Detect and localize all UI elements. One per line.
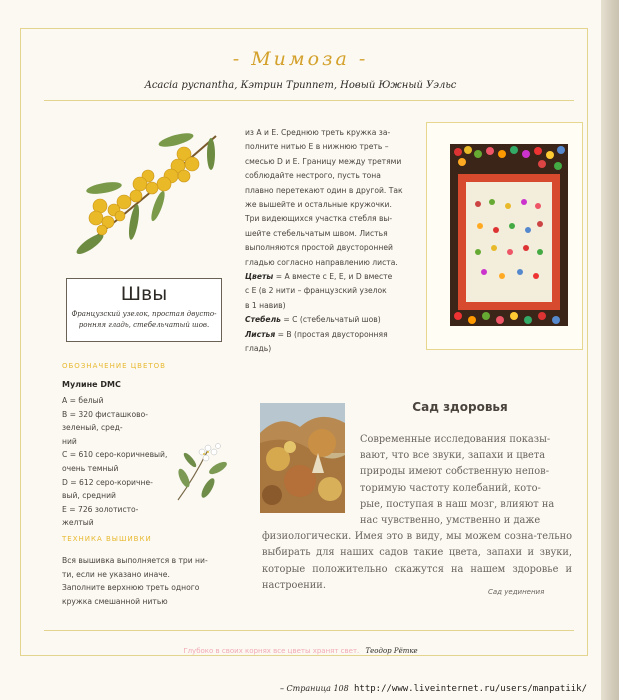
flowers-text: = А вместе с Е, Е, и D вместе	[273, 272, 393, 282]
leaves-label: Листья	[245, 329, 276, 339]
technique-line: Заполните верхнюю треть одного	[62, 583, 200, 593]
technique-line: кружка смешанной нитью	[62, 596, 168, 606]
stem-label: Стебель	[245, 315, 281, 325]
instr-line: из А и Е. Среднюю треть кружка за-	[245, 128, 391, 137]
flowers-line	[245, 270, 411, 284]
technique-line: ти, если не указано иначе.	[62, 569, 170, 579]
stem-line	[245, 313, 411, 327]
mimosa-embroidery-image	[76, 126, 226, 258]
page-subtitle: Acacia pycnantha, Кэтрин Триппет, Новый Южный Уэльс	[144, 80, 457, 91]
color-line: В = 320 фисташково-зеленый, сред-	[62, 409, 149, 433]
color-line: очень темный	[62, 463, 119, 473]
instr-line: в 1 навив)	[245, 300, 286, 310]
color-line: ний	[62, 436, 77, 446]
color-legend-list	[62, 394, 182, 530]
garden-heading: Сад здоровья	[412, 400, 508, 414]
garden-line: нас чувственно, умственно и даже	[360, 515, 541, 527]
quote-divider	[44, 630, 574, 631]
title-divider	[44, 100, 574, 101]
leaves-line	[245, 328, 411, 342]
stitches-list	[71, 309, 217, 331]
quote-text: Глубоко в своих корнях все цветы хранят свет.	[183, 647, 360, 655]
instr-line: гладь)	[245, 344, 272, 354]
mouline-title: Мулине DMC	[62, 380, 121, 389]
garden-line: Современные исследования показы-	[360, 434, 551, 445]
instr-line: с Е (в 2 нити – французский узелок	[245, 286, 387, 296]
garden-paragraph	[262, 432, 572, 594]
leaves-text: = В (простая двусторонняя	[275, 329, 388, 339]
instr-line: плавно перетекают один в другой. Так	[245, 185, 403, 195]
stitches-box	[66, 278, 222, 342]
color-line: А = белый	[62, 396, 104, 405]
color-line: С = 610 серо-коричневый,	[62, 450, 168, 460]
instr-line: шейте стебельчатым швом. Листья	[245, 228, 388, 238]
color-line: желтый	[62, 518, 94, 528]
book-spine	[601, 0, 619, 700]
instr-line: смесью D и Е. Границу между третями	[245, 156, 402, 166]
stem-text: = С (стебельчатый шов)	[280, 315, 381, 325]
color-legend-heading: ОБОЗНАЧЕНИЕ ЦВЕТОВ	[62, 362, 166, 370]
embroidery-sampler-photo	[450, 144, 568, 326]
technique-text	[62, 554, 222, 608]
flowers-label: Цветы	[245, 272, 274, 282]
technique-line: Вся вышивка выполняется в три ни-	[62, 556, 208, 565]
source-url-watermark: http://www.liveinternet.ru/users/manpatiik/	[354, 684, 587, 694]
garden-line: вают, что все звуки, запахи и цвета	[360, 450, 546, 462]
technique-heading: ТЕХНИКА ВЫШИВКИ	[62, 535, 152, 543]
color-line: D = 612 серо-коричне-	[62, 477, 153, 487]
garden-line: торимую частоту колебаний, кото-	[360, 482, 541, 494]
instr-line: выполняются простой двусторонней	[245, 243, 393, 253]
instr-line: Три видеющихся участка стебля вы-	[245, 214, 393, 224]
instr-line: соблюдайте нестрого, пусть тона	[245, 171, 381, 181]
footer-quote	[0, 647, 601, 655]
garden-text-rest: физиологически. Имея это в виду, мы можем созна-тельно выбирать для наших садов такие цвета, запахи и звуки, которые положительно скажутся на нашем здоровье и настроении.	[262, 531, 572, 591]
instr-line: полните нитью Е в нижнюю треть –	[245, 142, 389, 152]
flower-sprig-image	[168, 438, 234, 504]
garden-line: природы имеют собственную непов-	[360, 466, 550, 478]
garden-line: рые, поступая в наш мозг, влияют на	[360, 498, 555, 510]
stitches-line-2: ронняя гладь, стебельчатый шов.	[78, 321, 210, 329]
instructions-text	[245, 126, 411, 357]
color-line: Е = 726 золотисто-	[62, 504, 139, 514]
color-line: вый, средний	[62, 491, 116, 501]
page-title: - Мимоза -	[232, 48, 369, 70]
instr-line: гладью согласно направлению листа.	[245, 257, 398, 267]
garden-caption: Сад уединения	[488, 588, 545, 596]
stitches-heading: Швы	[120, 283, 168, 305]
quote-author: Теодор Рётке	[365, 647, 418, 655]
page-number: – Страница 108	[280, 684, 349, 693]
stitches-line-1: Французский узелок, простая двусто-	[71, 310, 217, 318]
instr-line: же вышейте и остальные кружочки.	[245, 200, 392, 210]
